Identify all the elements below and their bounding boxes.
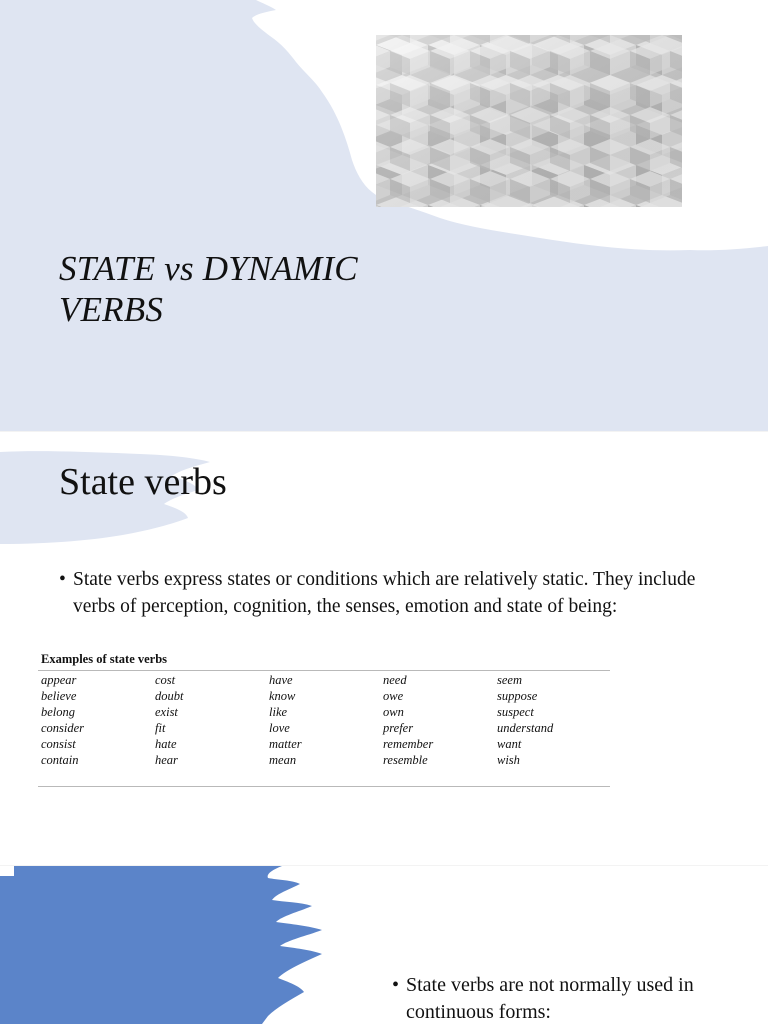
- bullet-text: State verbs are not normally used in continuous forms:: [406, 974, 694, 1023]
- bullet-point: [392, 972, 732, 1024]
- continuous-forms-slide: [0, 866, 768, 1024]
- cubes-illustration: [376, 35, 682, 207]
- table-bottom-rule: [38, 786, 610, 787]
- verb-cell: own: [383, 705, 404, 719]
- verb-cell: cost: [155, 673, 176, 687]
- verb-cell: owe: [383, 689, 404, 703]
- state-verbs-slide: [0, 432, 768, 866]
- verb-cell: matter: [269, 737, 302, 751]
- verb-cell: resemble: [383, 753, 428, 767]
- state-verbs-table: [41, 672, 611, 768]
- verb-cell: contain: [41, 753, 79, 767]
- bullet-point: [59, 566, 719, 620]
- verb-cell: consider: [41, 721, 85, 735]
- bullet-text: State verbs express states or conditions which are relatively static. They include verbs of perception, cognition, the senses, emotion and state of being:: [73, 569, 696, 617]
- verb-cell: suppose: [497, 689, 538, 703]
- verb-cell: hear: [155, 753, 178, 767]
- verbs-column: [383, 672, 497, 768]
- verb-cell: fit: [155, 721, 166, 735]
- verbs-column: [497, 672, 611, 768]
- verb-cell: remember: [383, 737, 434, 751]
- bullet-glyph: •: [59, 569, 66, 590]
- verb-cell: belong: [41, 705, 76, 719]
- verb-cell: seem: [497, 673, 522, 687]
- verb-cell: believe: [41, 689, 77, 703]
- verb-cell: need: [383, 673, 407, 687]
- verbs-column: [155, 672, 269, 768]
- verb-cell: appear: [41, 673, 77, 687]
- verbs-column: [269, 672, 383, 768]
- bullet-glyph: •: [392, 974, 400, 996]
- verb-cell: doubt: [155, 689, 184, 703]
- verb-cell: exist: [155, 705, 178, 719]
- verb-cell: like: [269, 705, 288, 719]
- slide-title: STATE vs DYNAMIC VERBS: [59, 249, 358, 329]
- verb-cell: want: [497, 737, 522, 751]
- table-top-rule: [38, 670, 610, 671]
- verb-cell: mean: [269, 753, 297, 767]
- slide-title: State verbs: [59, 461, 227, 503]
- title-slide: [0, 0, 768, 432]
- table-caption: Examples of state verbs: [41, 652, 168, 666]
- verb-cell: understand: [497, 721, 554, 735]
- verb-cell: hate: [155, 737, 177, 751]
- verb-cell: wish: [497, 753, 520, 767]
- brush-stroke-decoration: [0, 866, 360, 1024]
- verbs-column: [41, 672, 155, 768]
- verb-cell: love: [269, 721, 290, 735]
- cubes-image: [376, 35, 682, 207]
- verb-cell: suspect: [497, 705, 534, 719]
- verb-cell: have: [269, 673, 293, 687]
- verb-cell: prefer: [383, 721, 414, 735]
- verb-cell: know: [269, 689, 296, 703]
- verb-cell: consist: [41, 737, 76, 751]
